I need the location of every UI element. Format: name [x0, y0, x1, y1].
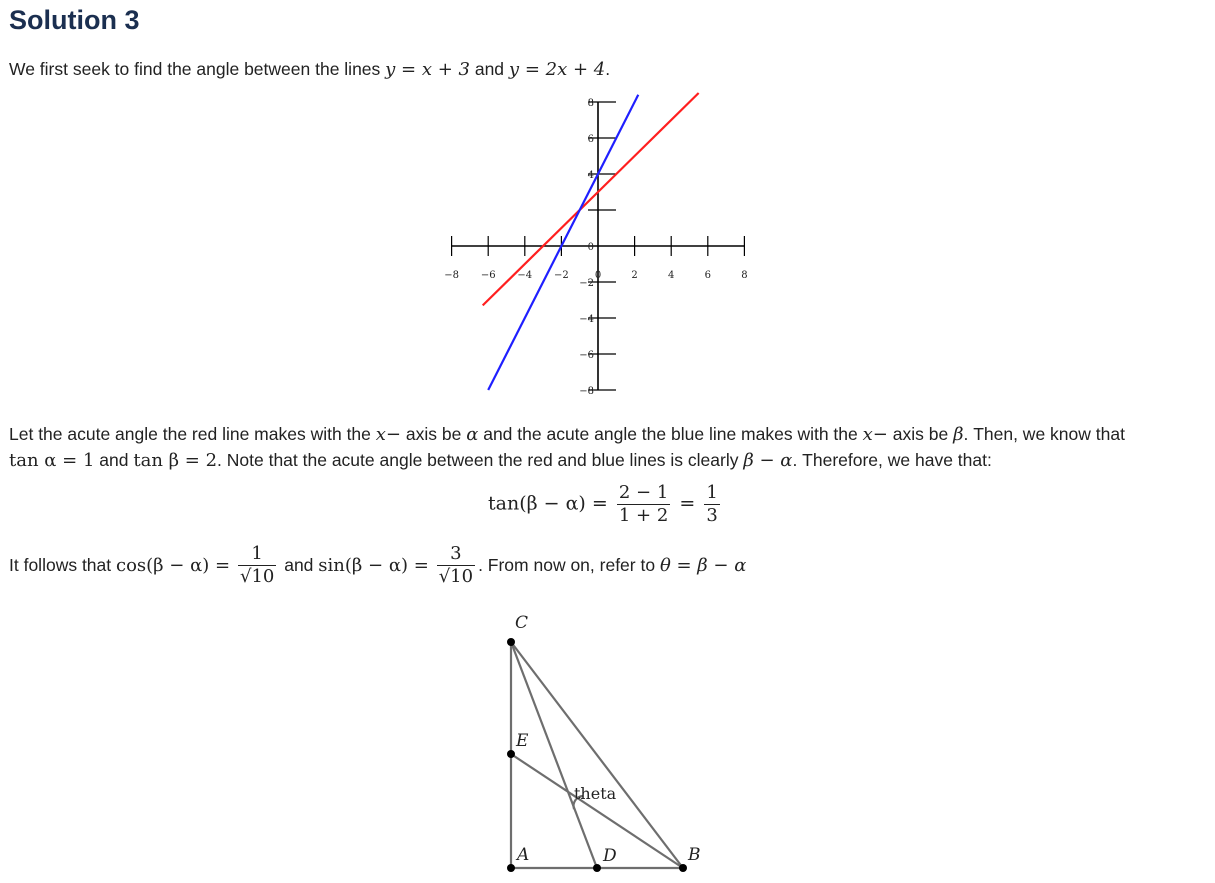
fraction	[704, 482, 719, 527]
x-tick-label: 6	[704, 270, 711, 281]
paragraph-angles-line2	[9, 447, 992, 474]
numerator: 3	[437, 543, 475, 566]
intro-text: We first seek to find the angle between the lines	[9, 59, 386, 79]
y-tick-label: 0	[587, 242, 594, 253]
triangle-diagram	[490, 610, 720, 880]
line1-equation: y = x + 3	[385, 59, 470, 80]
text: . Therefore, we have that:	[792, 450, 992, 470]
sin-math: sin(β − α) =	[318, 555, 429, 576]
y-tick-label: −2	[579, 278, 594, 289]
x-tick-label: 4	[668, 270, 675, 281]
paragraph-angles-line1	[9, 421, 1125, 448]
text: axis be	[401, 424, 467, 444]
text: axis be	[887, 424, 954, 444]
y-tick-label: −4	[579, 314, 594, 325]
tan-difference-equation	[488, 482, 723, 527]
point-a	[507, 864, 515, 872]
intro-text: .	[605, 59, 611, 79]
denominator: 3	[706, 505, 718, 526]
solution-heading: Solution 3	[9, 5, 140, 35]
segment-eb	[511, 754, 683, 868]
label-e: E	[516, 731, 529, 751]
x-tick-label: −6	[480, 270, 496, 281]
point-b	[679, 864, 687, 872]
intro-paragraph	[9, 56, 610, 83]
cos-math: cos(β − α) =	[116, 555, 231, 576]
equation-lhs: tan(β − α) =	[488, 492, 608, 515]
text: . Note that the acute angle between the red and blue lines is clearly	[217, 450, 744, 470]
point-d	[593, 864, 601, 872]
y-tick-label: 8	[587, 98, 594, 109]
text: . From now on, refer to	[478, 555, 660, 575]
text: and	[279, 555, 319, 575]
theta-definition-math: θ = β − α	[659, 555, 747, 576]
x-tick-label: 0	[594, 270, 602, 281]
x-axis-math: x−	[862, 424, 888, 445]
label-b: B	[688, 845, 701, 865]
x-tick-label: −2	[554, 270, 569, 281]
text: and the acute angle the blue line makes with the	[478, 424, 863, 444]
fraction	[617, 482, 670, 527]
label-d: D	[603, 846, 617, 866]
label-theta: theta	[574, 784, 617, 803]
numerator: 1	[238, 543, 276, 566]
y-tick-label: −8	[579, 386, 594, 397]
denominator: √10	[239, 566, 275, 587]
y-tick-label: −6	[579, 350, 594, 361]
denominator: 1 + 2	[618, 505, 669, 526]
text: Let the acute angle the red line makes with the	[9, 424, 376, 444]
text: and	[94, 450, 134, 470]
fraction	[238, 543, 276, 588]
y-tick-label: 6	[587, 134, 594, 145]
point-e	[507, 750, 515, 758]
text: It follows that	[9, 555, 116, 575]
numerator: 1	[706, 482, 718, 503]
x-tick-label: 8	[741, 270, 748, 281]
tan-alpha-math: tan α = 1	[9, 450, 95, 471]
label-c: C	[515, 613, 529, 633]
numerator: 2 − 1	[618, 482, 669, 503]
x-tick-label: −4	[517, 270, 533, 281]
segment-cb	[511, 642, 683, 868]
tan-beta-math: tan β = 2	[133, 450, 218, 471]
line2-equation: y = 2x + 4	[508, 59, 606, 80]
alpha-math: α	[466, 424, 479, 445]
paragraph-cos-sin	[9, 543, 746, 588]
text: . Then, we know that	[963, 424, 1125, 444]
series-line-1	[480, 93, 699, 305]
x-tick-label: 2	[631, 270, 638, 281]
y-tick-label: 4	[587, 170, 594, 181]
x-tick-label: −8	[444, 270, 459, 281]
fraction	[437, 543, 475, 588]
segment-cd	[511, 642, 597, 868]
beta-minus-alpha-math: β − α	[743, 450, 793, 471]
series-line-2	[488, 95, 638, 390]
equals-sign: =	[679, 492, 696, 515]
line-graph	[444, 94, 772, 414]
point-c	[507, 638, 515, 646]
intro-text: and	[469, 59, 509, 79]
label-a: A	[517, 845, 530, 865]
x-axis-math: x−	[375, 424, 401, 445]
denominator: √10	[438, 566, 474, 587]
beta-math: β	[953, 424, 964, 445]
